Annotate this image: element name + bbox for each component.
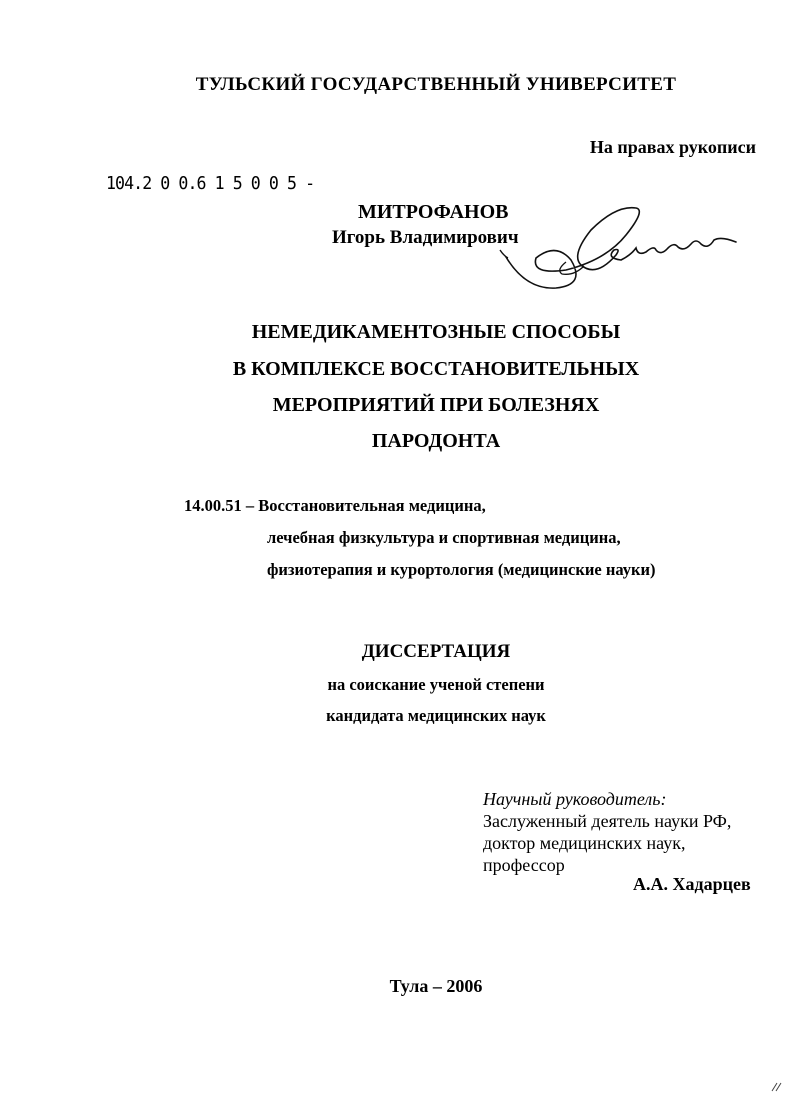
specialty-code-line: 14.00.51 – Восстановительная медицина, (184, 496, 486, 515)
place-and-year: Тула – 2006 (389, 976, 483, 996)
supervisor-label: Научный руководитель: (483, 789, 667, 809)
supervisor-title-line: профессор (483, 855, 565, 875)
supervisor-name: А.А. Хадарцев (633, 874, 751, 894)
registration-stamp: 104.2 0 0.6 1 5 0 0 5 - (106, 173, 315, 194)
degree-line: кандидата медицинских наук (326, 706, 546, 725)
title-line: МЕРОПРИЯТИЙ ПРИ БОЛЕЗНЯХ (272, 394, 600, 416)
author-surname: МИТРОФАНОВ (358, 201, 509, 223)
scan-mark-icon (770, 1079, 784, 1093)
title-line: В КОМПЛЕКСЕ ВОССТАНОВИТЕЛЬНЫХ (232, 358, 640, 380)
university-name: ТУЛЬСКИЙ ГОСУДАРСТВЕННЫЙ УНИВЕРСИТЕТ (195, 74, 677, 95)
author-given-names: Игорь Владимирович (332, 227, 519, 248)
title-line: ПАРОДОНТА (371, 430, 501, 452)
degree-line: на соискание ученой степени (327, 675, 545, 694)
dissertation-heading: ДИССЕРТАЦИЯ (361, 641, 511, 662)
supervisor-title-line: Заслуженный деятель науки РФ, (483, 811, 732, 831)
supervisor-title-line: доктор медицинских наук, (483, 833, 686, 853)
specialty-line: лечебная физкультура и спортивная медицина, (267, 528, 621, 547)
signature-icon (496, 200, 746, 300)
specialty-line: физиотерапия и курортология (медицинские науки) (267, 560, 656, 579)
title-line: НЕМЕДИКАМЕНТОЗНЫЕ СПОСОБЫ (251, 321, 621, 343)
manuscript-rights-note: На правах рукописи (589, 137, 756, 157)
